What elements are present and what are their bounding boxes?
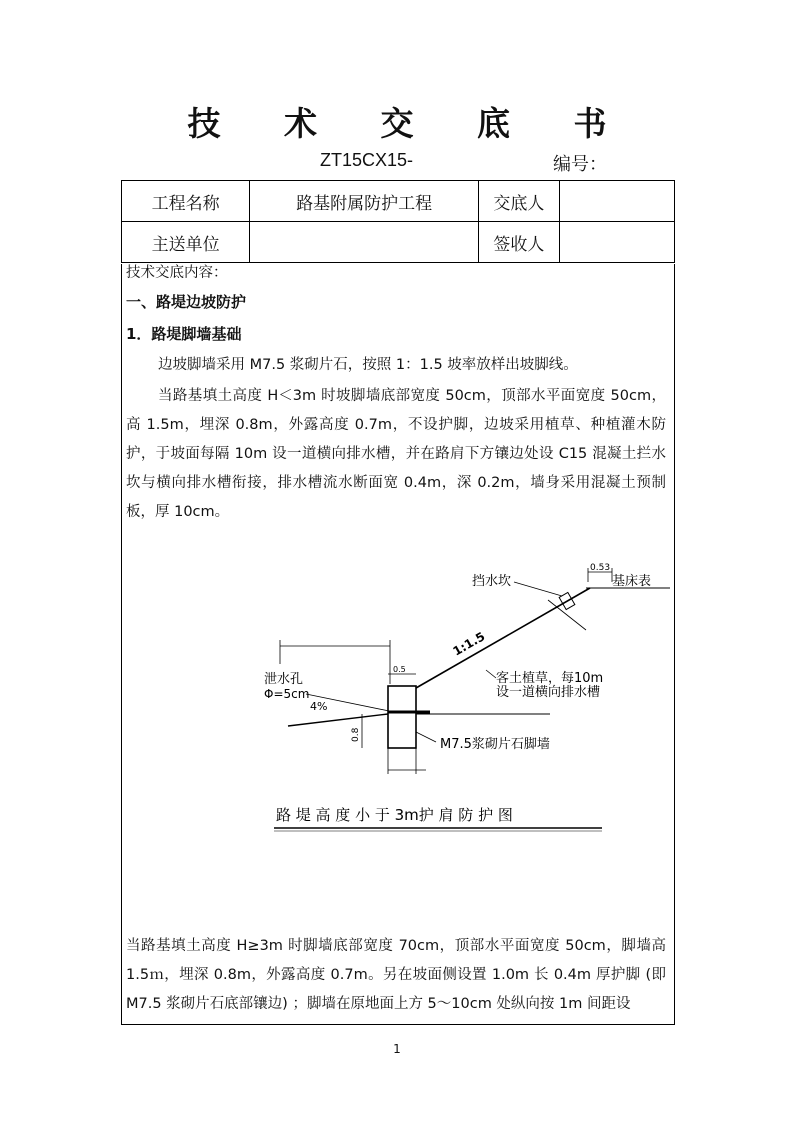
signer-value[interactable] — [559, 222, 674, 263]
presenter-value[interactable] — [559, 181, 674, 222]
page-number: 1 — [393, 1042, 401, 1056]
document-title: 技 术 交 底 书 — [187, 104, 633, 143]
slope-percent-label: 4% — [310, 700, 328, 713]
ground-line — [288, 714, 388, 726]
paragraph-3: 当路基填土高度 H≥3m 时脚墙底部宽度 70cm，顶部水平面宽度 50cm，脚墙高 1.5ｍ，埋深 0.8m，外露高度 0.7m。另在坡面侧设置 1.0m 长 0.4m 厚护脚 (即 M7.5 浆砌片石底部镶边) ；脚墙在原地面上方 5～10cm 处纵向按 1m 间距设 — [126, 938, 666, 1012]
recipient-unit-label: 主送单位 — [122, 222, 250, 263]
slope-ratio-label: 1:1.5 — [450, 629, 488, 659]
document-number: ZT15CX15- — [320, 150, 414, 170]
header-table — [121, 180, 675, 263]
project-name-label: 工程名称 — [122, 181, 250, 222]
toe-wall-shape — [388, 686, 416, 748]
drain-hole-label: 泄水孔 — [264, 672, 304, 687]
slope-protection-diagram — [250, 560, 680, 840]
project-name-value: 路基附属防护工程 — [250, 181, 479, 222]
depth-dim-label: 0.8 — [351, 727, 361, 742]
wall-label: M7.5浆砌片石脚墙 — [440, 737, 550, 752]
grass-label-2: 设一道横向排水槽 — [496, 685, 601, 700]
signer-label: 签收人 — [479, 222, 560, 263]
content-intro: 技术交底内容： — [126, 265, 228, 281]
subsection-heading: 1．路堤脚墙基础 — [126, 325, 242, 343]
figure-caption: 路 堤 高 度 小 于 3m护 肩 防 护 图 — [276, 806, 513, 824]
serial-label: 编号： — [553, 154, 607, 175]
recipient-unit-value[interactable] — [250, 222, 479, 263]
subgrade-surface-label: 基床表 — [612, 574, 652, 589]
wall-top-dim-label: 0.5 — [393, 665, 406, 674]
paragraph-2: 当路基填土高度 H＜3m 时坡脚墙底部宽度 50cm，顶部水平面宽度 50cm，高 1.5m，埋深 0.8m，外露高度 0.7m，不设护脚，边坡采用植草、种植灌木防护，于坡面每隔 10m 设一道横向排水槽，并在路肩下方镶边处设 C15 混凝土拦水坎与横向排水槽衔接，排水槽流水断面宽 0.4m，深 0.2m，墙身采用混凝土预制板，厚 10cm。 — [126, 388, 666, 520]
drain-dia-label: Φ=5cm — [264, 687, 310, 701]
dim-top-label: 0.53 — [590, 563, 611, 573]
presenter-label: 交底人 — [479, 181, 560, 222]
water-barrier-label: 挡水坎 — [472, 574, 512, 589]
grass-label-1: 客土植草，每10m — [496, 671, 604, 686]
table-row — [122, 181, 675, 222]
paragraph-1: 边坡脚墙采用 M7.5 浆砌片石，按照 1：1.5 坡率放样出坡脚线。 — [158, 357, 578, 373]
section-heading: 一、路堤边坡防护 — [126, 293, 247, 311]
table-row — [122, 222, 675, 263]
